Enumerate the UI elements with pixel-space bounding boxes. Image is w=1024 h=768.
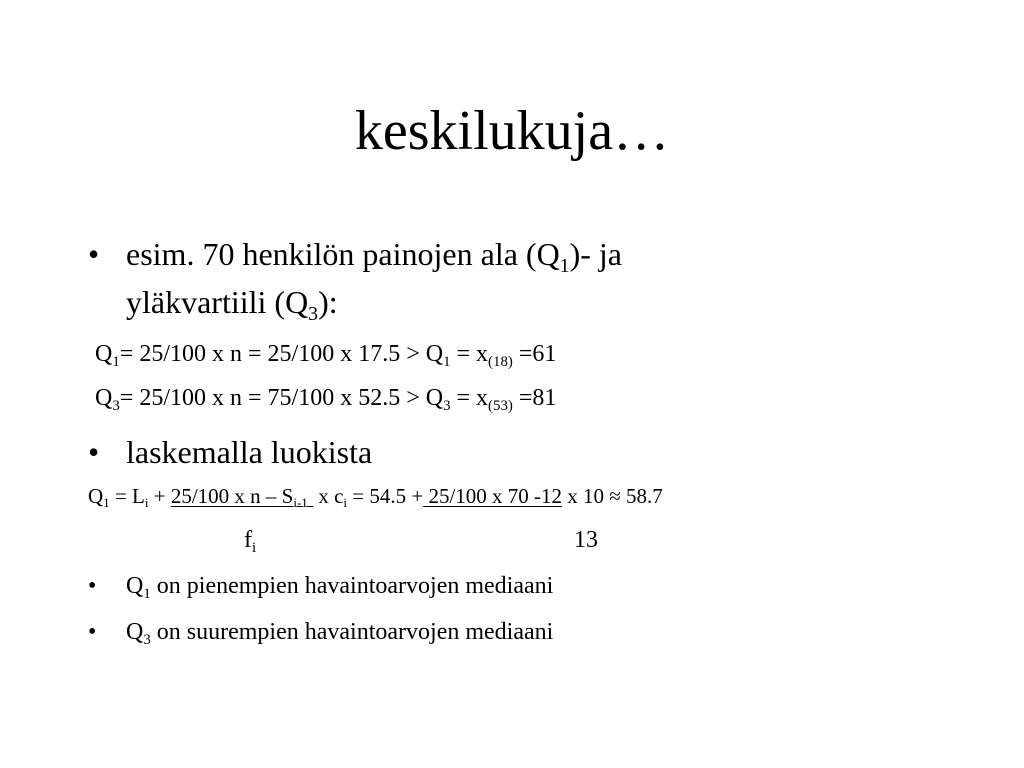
- formula-numerator-2: 25/100 x 70 -12: [423, 484, 563, 508]
- equation-q1: $Q_1= 25/100$ x n = 25/100 x $17.5 > Q_1 = x_{(18)} =61$: [95, 341, 557, 370]
- grouped-quartile-formula: $Q_1 = L_i + 25/100$ x n – $S_{i-1}$ x $c_i = 54.5 + 25/100$ x 70 -12 x 10 ≈ 58.7: [88, 484, 663, 511]
- bullet-1-text-a: esim. 70 henkilön painojen ala (Q: [126, 236, 560, 272]
- q1-subscript: 1: [559, 254, 570, 277]
- bullet-4-text: $Q_3$ on suurempien havaintoarvojen mediaani: [126, 619, 554, 648]
- slide-title: keskilukuja…: [354, 100, 670, 162]
- bullet-1-line-1: [126, 236, 622, 277]
- bullet-marker: •: [88, 619, 97, 645]
- bullet-1-text-c: yläkvartiili (Q: [126, 284, 309, 320]
- equation-q3: $Q_3= 25/100$ x n = 75/100 x $52.5 > Q_3 = x_{(53)} =81$: [95, 385, 557, 414]
- q3-subscript: 3: [308, 302, 319, 325]
- bullet-3-text: $Q_1$ on pienempien havaintoarvojen mediaani: [126, 573, 554, 602]
- bullet-1-text-b: )- ja: [569, 236, 622, 272]
- bullet-marker: •: [88, 236, 100, 272]
- bullet-1-text-d: ):: [318, 284, 338, 320]
- formula-denominator-1: $f_i$: [244, 527, 257, 556]
- formula-denominator-2: 13: [574, 527, 598, 553]
- bullet-1-line-2: [126, 284, 338, 325]
- bullet-marker: •: [88, 434, 100, 470]
- formula-numerator-1: 25/100 x n – $S_{i-1}$: [170, 484, 308, 511]
- bullet-2-text: laskemalla luokista: [126, 434, 373, 470]
- bullet-marker: •: [88, 573, 97, 599]
